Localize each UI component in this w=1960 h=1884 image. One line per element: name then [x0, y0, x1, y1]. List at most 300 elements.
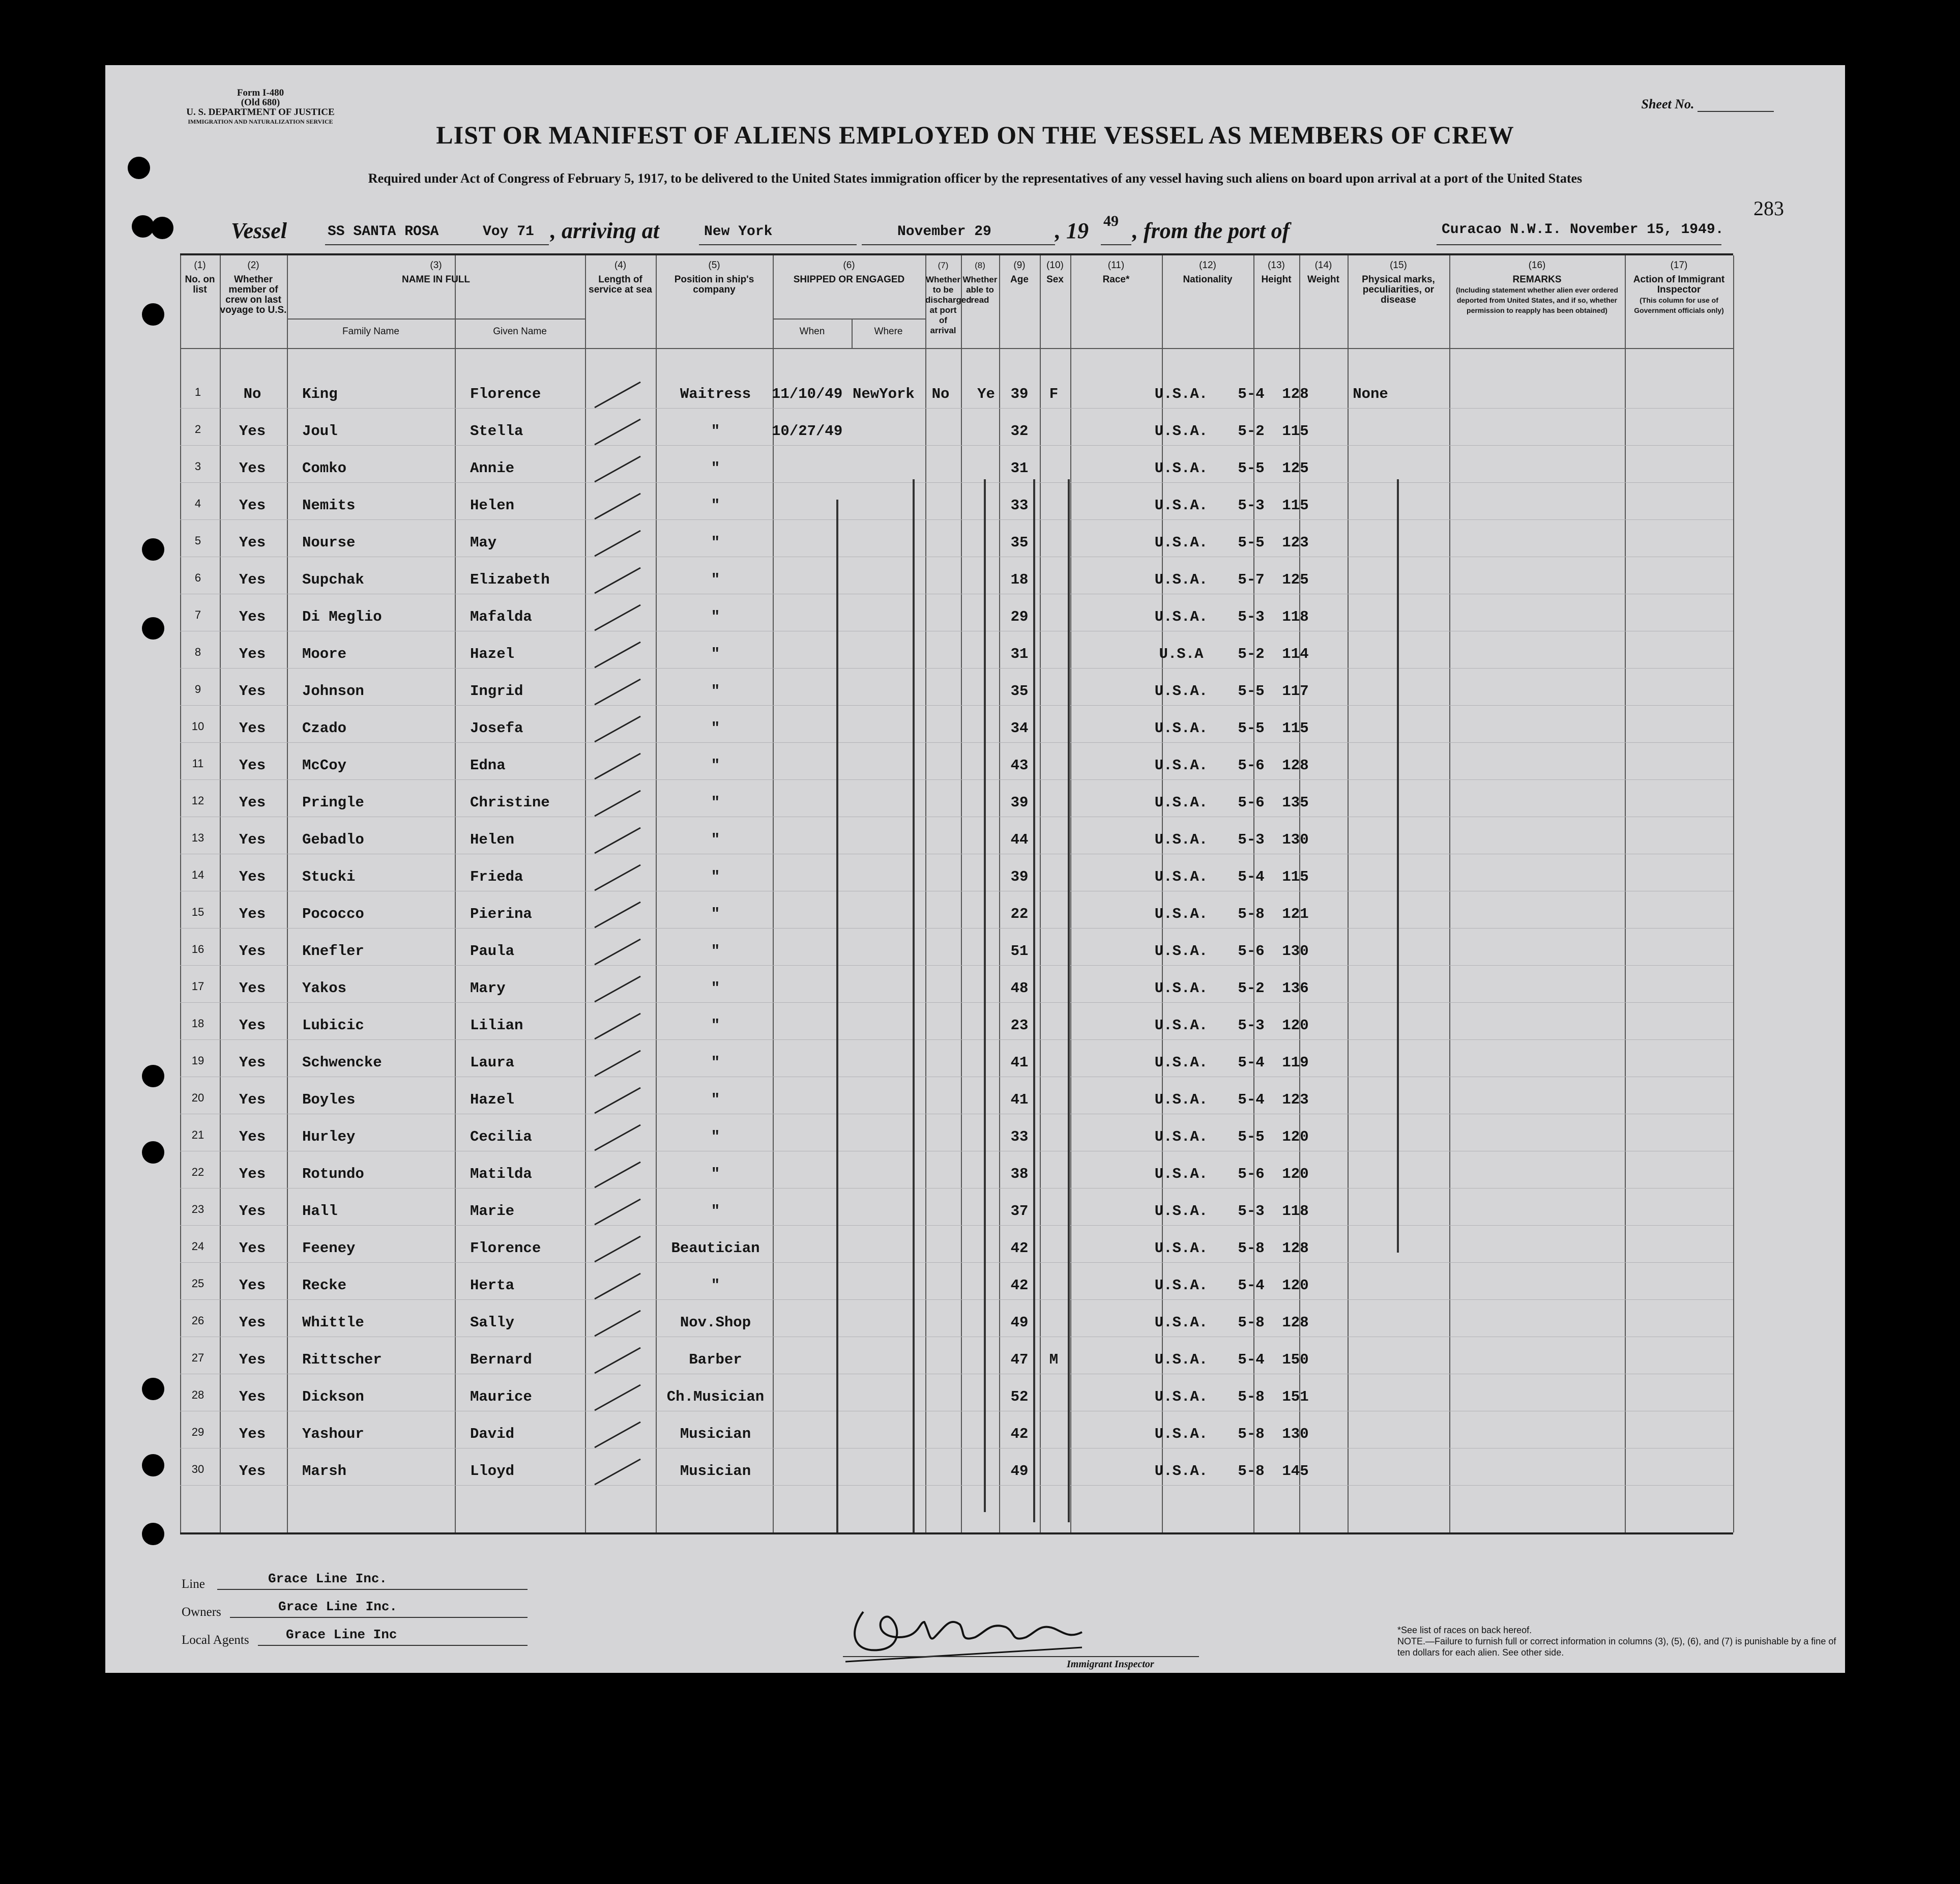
length-of-service-tick [587, 1382, 648, 1413]
cell-pos: Musician [680, 1426, 751, 1442]
cell-pos: Ch.Musician [666, 1388, 765, 1405]
length-of-service-tick [587, 1122, 648, 1153]
cell-fam: Gebadlo [302, 831, 364, 848]
table-row [180, 1455, 1733, 1492]
cell-phy: None [1353, 386, 1388, 402]
table-row [180, 1417, 1733, 1455]
length-of-service-tick [587, 1048, 648, 1079]
cell-mem: Yes [239, 608, 266, 625]
cell-age: 41 [1010, 1091, 1029, 1108]
cell-giv: Lilian [470, 1017, 523, 1034]
arriving-label: , arriving at [550, 218, 659, 243]
cell-age: 23 [1010, 1017, 1029, 1034]
cell-hgt: 5-3 [1238, 608, 1265, 625]
header-when: When [799, 326, 825, 337]
table-row [180, 1195, 1733, 1232]
cell-num: 28 [191, 1388, 204, 1401]
table-row [180, 1306, 1733, 1343]
cell-num: 26 [191, 1314, 204, 1327]
cell-giv: Laura [470, 1054, 515, 1071]
table-row [180, 1157, 1733, 1195]
cell-nat: U.S.A. [1154, 386, 1208, 402]
cell-age: 32 [1010, 423, 1029, 440]
cell-wgt: 120 [1282, 1277, 1309, 1294]
table-row [180, 823, 1733, 860]
cell-fam: Feeney [302, 1240, 356, 1257]
cell-hgt: 5-2 [1238, 423, 1265, 440]
header-name: (3) NAME IN FULL [401, 260, 471, 285]
cell-giv: Mary [470, 980, 506, 997]
cell-age: 47 [1010, 1351, 1029, 1368]
cell-fam: Hurley [302, 1128, 356, 1145]
header-age: (9) Age [1010, 260, 1029, 285]
cell-giv: Helen [470, 497, 515, 514]
arriving-port: New York [704, 224, 773, 240]
cell-age: 43 [1010, 757, 1029, 774]
cell-pos: Nov.Shop [680, 1314, 751, 1331]
cell-num: 3 [194, 460, 201, 473]
cell-num: 14 [191, 868, 204, 881]
cell-nat: U.S.A. [1154, 831, 1208, 848]
length-of-service-tick [587, 1419, 648, 1450]
cell-age: 37 [1010, 1203, 1029, 1220]
cell-pos: Waitress [680, 386, 751, 402]
header-family-name: Family Name [342, 326, 399, 337]
cell-pos: " [711, 497, 720, 514]
cell-wgt: 120 [1282, 1166, 1309, 1182]
cell-fam: Yakos [302, 980, 347, 997]
cell-num: 17 [191, 980, 204, 993]
cell-pos: Barber [689, 1351, 742, 1368]
header-weight: (14) Weight [1307, 260, 1339, 285]
cell-mem: Yes [239, 1054, 266, 1071]
cell-fam: Lubicic [302, 1017, 364, 1034]
cell-num: 25 [191, 1277, 204, 1290]
cell-num: 19 [191, 1054, 204, 1067]
cell-num: 30 [191, 1463, 204, 1475]
cell-age: 35 [1010, 534, 1029, 551]
cell-age: 42 [1010, 1240, 1029, 1257]
cell-wgt: 114 [1282, 646, 1309, 662]
cell-num: 2 [194, 423, 201, 436]
cell-mem: Yes [239, 906, 266, 922]
length-of-service-tick [587, 937, 648, 967]
ditto-mark-read [1033, 479, 1035, 1522]
length-of-service-tick [587, 677, 648, 707]
cell-mem: Yes [239, 980, 266, 997]
cell-fam: Di Meglio [302, 608, 382, 625]
length-of-service-tick [587, 454, 648, 484]
cell-fam: King [302, 386, 338, 402]
cell-mem: Yes [239, 646, 266, 662]
footer-note: *See list of races on back hereof. NOTE.—Failure to furnish full or correct information in columns (3), (5), (6), and (7) is punishable by a fine of ten dollars for each alien. See other side. [1397, 1625, 1836, 1658]
length-of-service-tick [587, 491, 648, 521]
cell-age: 49 [1010, 1463, 1029, 1480]
cell-wgt: 121 [1282, 906, 1309, 922]
header-shipped: (6) SHIPPED OR ENGAGED [793, 260, 905, 285]
header-height: (13) Height [1261, 260, 1292, 285]
cell-hgt: 5-8 [1238, 906, 1265, 922]
cell-wgt: 118 [1282, 608, 1309, 625]
cell-giv: Lloyd [470, 1463, 515, 1480]
header-read: (8) Whether able to read [962, 260, 998, 305]
cell-age: 33 [1010, 1128, 1029, 1145]
cell-hgt: 5-5 [1238, 460, 1265, 477]
header-where: Where [874, 326, 903, 337]
header-given-name: Given Name [493, 326, 547, 337]
cell-age: 44 [1010, 831, 1029, 848]
cell-fam: Marsh [302, 1463, 347, 1480]
inspector-label: Immigrant Inspector [1067, 1659, 1154, 1670]
cell-mem: Yes [239, 831, 266, 848]
footer [182, 1541, 1836, 1670]
year-prefix: , 19 [1055, 218, 1089, 243]
cell-nat: U.S.A. [1154, 1054, 1208, 1071]
cell-pos: " [711, 757, 720, 774]
cell-nat: U.S.A. [1154, 423, 1208, 440]
cell-giv: Pierina [470, 906, 532, 922]
table-row [180, 637, 1733, 675]
cell-giv: Annie [470, 460, 515, 477]
cell-hgt: 5-2 [1238, 646, 1265, 662]
cell-mem: Yes [239, 1426, 266, 1442]
cell-nat: U.S.A. [1154, 720, 1208, 737]
cell-wgt: 136 [1282, 980, 1309, 997]
cell-giv: Hazel [470, 1091, 515, 1108]
cell-mem: Yes [239, 1314, 266, 1331]
crew-table [180, 253, 1733, 1534]
cell-wgt: 135 [1282, 794, 1309, 811]
cell-pos: " [711, 460, 720, 477]
cell-num: 23 [191, 1203, 204, 1215]
cell-nat: U.S.A. [1154, 1240, 1208, 1257]
cell-hgt: 5-6 [1238, 794, 1265, 811]
cell-fam: Czado [302, 720, 347, 737]
cell-num: 5 [194, 534, 201, 547]
cell-pos: " [711, 1054, 720, 1071]
cell-age: 49 [1010, 1314, 1029, 1331]
table-row [180, 786, 1733, 823]
cell-mem: Yes [239, 1203, 266, 1220]
cell-nat: U.S.A. [1154, 757, 1208, 774]
header-length-of-service: (4) Length of service at sea [589, 260, 652, 295]
cell-nat: U.S.A. [1154, 1314, 1208, 1331]
cell-giv: Matilda [470, 1166, 532, 1182]
cell-dis: No [931, 386, 950, 402]
cell-wgt: 117 [1282, 683, 1309, 700]
cell-wgt: 128 [1282, 1314, 1309, 1331]
cell-giv: David [470, 1426, 515, 1442]
cell-age: 38 [1010, 1166, 1029, 1182]
table-row [180, 563, 1733, 600]
voyage: Voy 71 [483, 224, 534, 240]
cell-nat: U.S.A. [1154, 571, 1208, 588]
cell-wgt: 118 [1282, 1203, 1309, 1220]
cell-hgt: 5-3 [1238, 1017, 1265, 1034]
cell-pos: " [711, 571, 720, 588]
cell-age: 52 [1010, 1388, 1029, 1405]
length-of-service-tick [587, 1160, 648, 1190]
vessel-label: Vessel [231, 218, 287, 243]
manifest-sheet [105, 65, 1845, 1673]
cell-fam: Whittle [302, 1314, 364, 1331]
length-of-service-tick [587, 751, 648, 781]
cell-mem: Yes [239, 423, 266, 440]
length-of-service-tick [587, 380, 648, 410]
table-row [180, 972, 1733, 1009]
cell-age: 18 [1010, 571, 1029, 588]
cell-wgt: 123 [1282, 1091, 1309, 1108]
page-number: 283 [1753, 197, 1784, 220]
cell-hgt: 5-6 [1238, 757, 1265, 774]
cell-wgt: 128 [1282, 1240, 1309, 1257]
length-of-service-tick [587, 788, 648, 819]
table-row [180, 1046, 1733, 1083]
cell-giv: Ingrid [470, 683, 523, 700]
cell-giv: Sally [470, 1314, 515, 1331]
cell-hgt: 5-4 [1238, 868, 1265, 885]
length-of-service-tick [587, 1345, 648, 1376]
owners-value: Grace Line Inc. [278, 1599, 398, 1614]
cell-wgt: 120 [1282, 1017, 1309, 1034]
cell-mem: Yes [239, 497, 266, 514]
form-identifier: Form I-480 (Old 680) U. S. DEPARTMENT OF JUSTICE IMMIGRATION AND NATURALIZATION SERVICE [186, 88, 335, 125]
cell-nat: U.S.A. [1154, 497, 1208, 514]
cell-giv: Marie [470, 1203, 515, 1220]
cell-nat: U.S.A. [1154, 1203, 1208, 1220]
cell-fam: Recke [302, 1277, 347, 1294]
cell-age: 29 [1010, 608, 1029, 625]
ditto-mark-when [836, 500, 838, 1532]
length-of-service-tick [587, 565, 648, 596]
cell-nat: U.S.A. [1154, 794, 1208, 811]
cell-wgt: 130 [1282, 831, 1309, 848]
cell-num: 20 [191, 1091, 204, 1104]
cell-nat: U.S.A. [1154, 534, 1208, 551]
cell-pos: " [711, 608, 720, 625]
cell-mem: No [243, 386, 261, 402]
cell-hgt: 5-5 [1238, 1128, 1265, 1145]
cell-giv: Herta [470, 1277, 515, 1294]
cell-pos: " [711, 1166, 720, 1182]
length-of-service-tick [587, 900, 648, 930]
cell-fam: Boyles [302, 1091, 356, 1108]
cell-mem: Yes [239, 943, 266, 960]
length-of-service-tick [587, 602, 648, 633]
cell-giv: Mafalda [470, 608, 532, 625]
cell-fam: Stucki [302, 868, 356, 885]
cell-wgt: 115 [1282, 497, 1309, 514]
cell-nat: U.S.A. [1154, 1426, 1208, 1442]
header-member: (2) Whether member of crew on last voyage to U.S. [220, 260, 287, 315]
cell-num: 13 [191, 831, 204, 844]
cell-fam: Nourse [302, 534, 356, 551]
cell-mem: Yes [239, 757, 266, 774]
cell-wgt: 130 [1282, 1426, 1309, 1442]
cell-nat: U.S.A. [1154, 1128, 1208, 1145]
cell-mem: Yes [239, 1017, 266, 1034]
cell-pos: Beautician [671, 1240, 760, 1257]
length-of-service-tick [587, 714, 648, 744]
cell-nat: U.S.A. [1154, 1463, 1208, 1480]
cell-giv: Frieda [470, 868, 523, 885]
length-of-service-tick [587, 417, 648, 447]
cell-mem: Yes [239, 1463, 266, 1480]
ditto-mark-discharged [984, 479, 986, 1512]
cell-age: 51 [1010, 943, 1029, 960]
cell-pos: " [711, 423, 720, 440]
cell-giv: Elizabeth [470, 571, 550, 588]
cell-fam: Johnson [302, 683, 364, 700]
page-subtitle: Required under Act of Congress of February 5, 1917, to be delivered to the United States immigration officer by the representatives of any vessel having such aliens on board upon arrival at a port of the United States [368, 171, 1583, 186]
table-row [180, 1083, 1733, 1120]
cell-wgt: 128 [1282, 386, 1309, 402]
cell-pos: " [711, 831, 720, 848]
cell-num: 7 [194, 608, 201, 621]
cell-mem: Yes [239, 460, 266, 477]
page-title: LIST OR MANIFEST OF ALIENS EMPLOYED ON THE VESSEL AS MEMBERS OF CREW [436, 121, 1514, 149]
cell-num: 15 [191, 906, 204, 918]
header-inspector-action: (17) Action of Immigrant Inspector (This column for use of Government officials only) [1633, 260, 1725, 314]
cell-fam: Yashour [302, 1426, 364, 1442]
line-value: Grace Line Inc. [268, 1571, 388, 1586]
cell-num: 12 [191, 794, 204, 807]
agents-value: Grace Line Inc [286, 1627, 397, 1642]
cell-age: 42 [1010, 1426, 1029, 1442]
cell-nat: U.S.A. [1154, 1091, 1208, 1108]
cell-giv: Edna [470, 757, 506, 774]
table-row [180, 415, 1733, 452]
cell-mem: Yes [239, 1128, 266, 1145]
header-sex: (10) Sex [1046, 260, 1064, 285]
length-of-service-tick [587, 640, 648, 670]
header-position: (5) Position in ship's company [674, 260, 754, 295]
ditto-mark-sex [1068, 479, 1070, 1522]
cell-when: 10/27/49 [772, 423, 843, 440]
vessel-line [231, 213, 1777, 248]
cell-mem: Yes [239, 534, 266, 551]
length-of-service-tick [587, 1085, 648, 1116]
cell-fam: Moore [302, 646, 347, 662]
cell-fam: Comko [302, 460, 347, 477]
cell-nat: U.S.A. [1154, 980, 1208, 997]
cell-mem: Yes [239, 1091, 266, 1108]
table-row [180, 1232, 1733, 1269]
cell-giv: Stella [470, 423, 523, 440]
cell-num: 1 [194, 386, 201, 398]
cell-fam: Schwencke [302, 1054, 382, 1071]
table-row [180, 897, 1733, 935]
cell-fam: Joul [302, 423, 338, 440]
cell-nat: U.S.A. [1154, 868, 1208, 885]
cell-num: 4 [194, 497, 201, 510]
table-row [180, 489, 1733, 526]
cell-giv: Helen [470, 831, 515, 848]
cell-pos: " [711, 906, 720, 922]
length-of-service-tick [587, 862, 648, 893]
cell-hgt: 5-4 [1238, 1091, 1265, 1108]
cell-age: 39 [1010, 868, 1029, 885]
header-no: (1) No. on list [185, 260, 215, 295]
cell-hgt: 5-5 [1238, 683, 1265, 700]
cell-num: 16 [191, 943, 204, 955]
cell-pos: " [711, 1091, 720, 1108]
header-nationality: (12) Nationality [1183, 260, 1233, 285]
cell-hgt: 5-3 [1238, 1203, 1265, 1220]
cell-pos: " [711, 1017, 720, 1034]
from-label: , from the port of [1132, 218, 1290, 243]
cell-hgt: 5-6 [1238, 1166, 1265, 1182]
agents-label: Local Agents [182, 1633, 249, 1647]
cell-mem: Yes [239, 1240, 266, 1257]
cell-num: 24 [191, 1240, 204, 1253]
length-of-service-tick [587, 1197, 648, 1227]
cell-hgt: 5-4 [1238, 1277, 1265, 1294]
cell-fam: Dickson [302, 1388, 364, 1405]
cell-giv: Paula [470, 943, 515, 960]
sheet-number: Sheet No. [1642, 97, 1774, 112]
cell-pos: " [711, 1128, 720, 1145]
cell-age: 34 [1010, 720, 1029, 737]
cell-wgt: 115 [1282, 720, 1309, 737]
cell-age: 48 [1010, 980, 1029, 997]
cell-pos: " [711, 980, 720, 997]
cell-hgt: 5-4 [1238, 1054, 1265, 1071]
length-of-service-tick [587, 825, 648, 856]
cell-num: 21 [191, 1128, 204, 1141]
cell-hgt: 5-3 [1238, 831, 1265, 848]
cell-mem: Yes [239, 1166, 266, 1182]
cell-fam: Rittscher [302, 1351, 382, 1368]
cell-fam: Pococco [302, 906, 364, 922]
cell-wgt: 115 [1282, 868, 1309, 885]
length-of-service-tick [587, 1011, 648, 1041]
cell-num: 18 [191, 1017, 204, 1030]
cell-wgt: 145 [1282, 1463, 1309, 1480]
line-label: Line [182, 1577, 205, 1591]
cell-num: 11 [192, 757, 204, 770]
header-discharged: (7) Whether to be discharged at port of arrival [925, 260, 972, 335]
vessel-name: SS SANTA ROSA [328, 224, 439, 240]
cell-pos: " [711, 794, 720, 811]
cell-mem: Yes [239, 720, 266, 737]
cell-wgt: 123 [1282, 534, 1309, 551]
cell-num: 29 [191, 1426, 204, 1438]
cell-giv: Maurice [470, 1388, 532, 1405]
cell-age: 39 [1010, 794, 1029, 811]
arrival-date: November 29 [897, 224, 991, 240]
cell-fam: Hall [302, 1203, 338, 1220]
cell-giv: May [470, 534, 497, 551]
table-row [180, 452, 1733, 489]
from-port: Curacao N.W.I. November 15, 1949. [1442, 222, 1724, 238]
cell-pos: " [711, 646, 720, 662]
cell-mem: Yes [239, 1388, 266, 1405]
cell-wgt: 125 [1282, 571, 1309, 588]
length-of-service-tick [587, 1308, 648, 1339]
table-row [180, 378, 1733, 415]
cell-pos: " [711, 868, 720, 885]
cell-read: Ye [977, 386, 995, 402]
cell-nat: U.S.A. [1154, 906, 1208, 922]
inspector-signature [843, 1602, 1209, 1668]
cell-age: 31 [1010, 460, 1029, 477]
cell-num: 8 [194, 646, 201, 658]
length-of-service-tick [587, 974, 648, 1004]
cell-fam: Knefler [302, 943, 364, 960]
cell-pos: " [711, 720, 720, 737]
cell-hgt: 5-8 [1238, 1426, 1265, 1442]
